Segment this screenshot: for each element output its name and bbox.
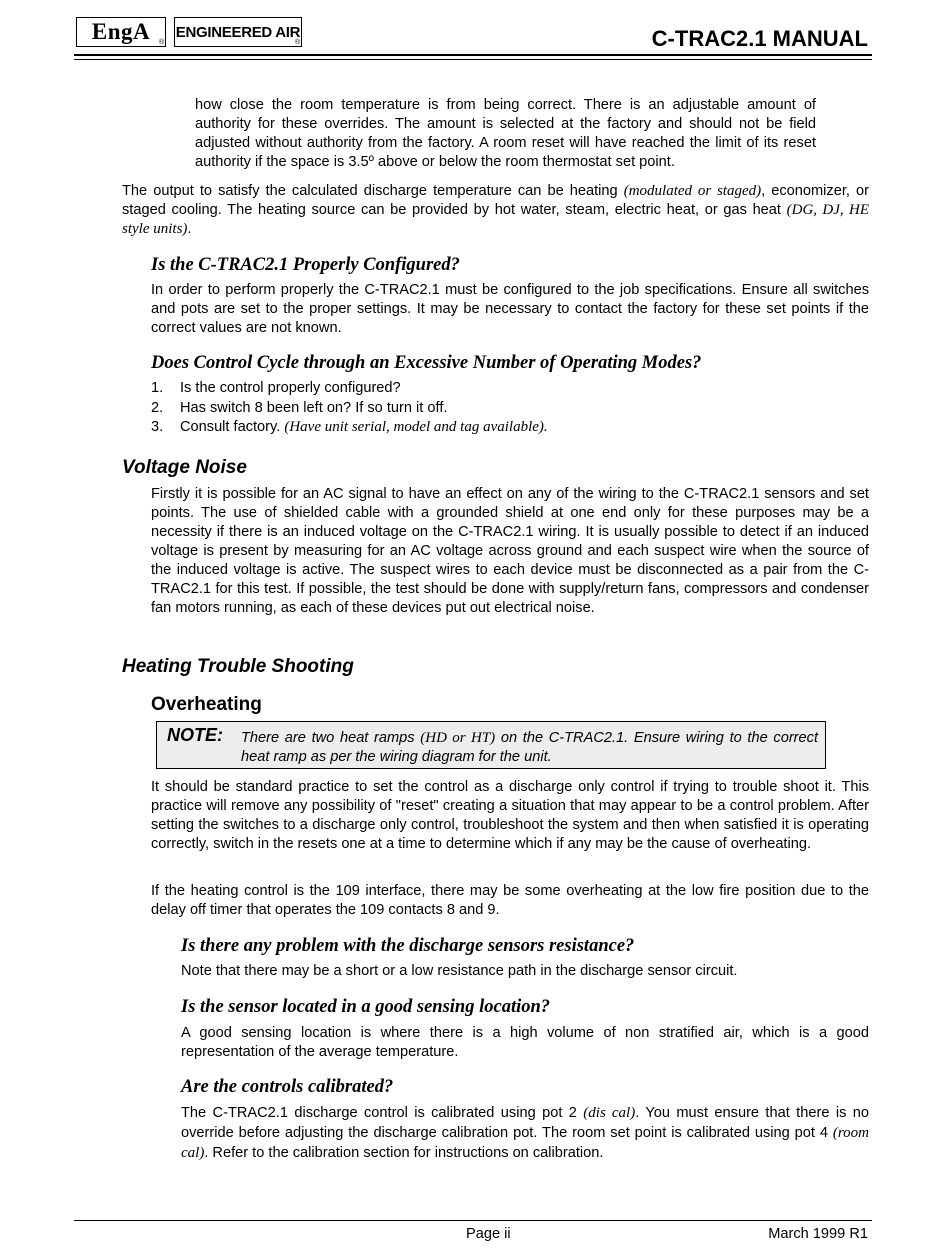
- overheating-heading: Overheating: [151, 694, 262, 715]
- calibrated-paragraph: The C-TRAC2.1 discharge control is calibrated using pot 2 (dis cal). You must ensure that there is no override before adjusting the discharge calibration pot. The room set point is calibrated using pot 4 (room cal). Refer to the calibration section for instructions on calibration.: [181, 1105, 869, 1161]
- logo-name: ENGINEERED AIR: [175, 23, 301, 41]
- sensors-heading: Is there any problem with the discharge sensors resistance?: [181, 936, 635, 956]
- configured-paragraph: In order to perform properly the C-TRAC2.1 must be configured to the job specifications. Ensure all switches and pots are set to the proper settings. It may be necessary to contact the factory for these set points if the correct values are not known.: [151, 282, 869, 336]
- note-label: NOTE:: [167, 725, 223, 745]
- calibrated-heading: Are the controls calibrated?: [181, 1077, 394, 1097]
- list-item: 2. Has switch 8 been left on? If so turn it off.: [151, 399, 448, 416]
- overheating-paragraph: It should be standard practice to set the control as a discharge only control if trying to trouble shoot it. This practice will remove any possibility of "reset" creating a situation that may appear to be a control problem. After setting the switches to a discharge only control, troubleshoot the system and then when satisfied it is operating correctly, switch in the resets one at a time to determine which if any may be the cause of overheating.: [151, 779, 869, 852]
- registered-mark: ®: [159, 39, 165, 46]
- location-paragraph: A good sensing location is where there is a high volume of non stratified air, which is a good representation of the average temperature.: [181, 1025, 869, 1060]
- modes-heading: Does Control Cycle through an Excessive Number of Operating Modes?: [151, 353, 702, 373]
- interface-paragraph: If the heating control is the 109 interface, there may be some overheating at the low fire position due to the delay off timer that operates the 109 contacts 8 and 9.: [151, 883, 869, 918]
- logo-mark: EngA: [91, 19, 151, 44]
- location-heading: Is the sensor located in a good sensing location?: [181, 997, 551, 1017]
- intro-paragraph: how close the room temperature is from being correct. There is an adjustable amount of authority for these overrides. The amount is selected at the factory and should not be field adjusted without authority from the factory. A room reset will have reached the limit of its reset authority if the space is 3.5º above or below the room thermostat set point.: [195, 97, 816, 170]
- sensors-paragraph: Note that there may be a short or a low resistance path in the discharge sensor circuit.: [181, 963, 738, 979]
- list-item: 3. Consult factory. (Have unit serial, model and tag available).: [151, 419, 548, 435]
- manual-title: C-TRAC2.1 MANUAL: [651, 26, 868, 51]
- header-rule-thin: [74, 59, 872, 60]
- output-paragraph: The output to satisfy the calculated discharge temperature can be heating (modulated or staged), economizer, or staged cooling. The heating source can be provided by hot water, steam, electric heat, or gas heat (DG, DJ, HE style units).: [122, 183, 869, 237]
- voltage-paragraph: Firstly it is possible for an AC signal to have an effect on any of the wiring to the C-TRAC2.1 sensors and set points. The use of shielded cable with a grounded shield at one end only for these purposes may be a necessity if there is an induced voltage on the C-TRAC2.1 wiring. It is usually possible to detect if an induced voltage is present by measuring for an AC voltage across ground and each suspect wire when the source of the induced voltage is active. The suspect wires to each device must be disconnected as a pair from the C-TRAC2.1 for this test. If possible, the test should be done with supply/return fans, compressors and condenser fan motors running, as each of these devices put out electrical noise.: [151, 486, 869, 616]
- note-box: [156, 721, 826, 769]
- heating-heading: Heating Trouble Shooting: [122, 656, 354, 677]
- footer-rule: [74, 1220, 872, 1221]
- registered-mark: ®: [295, 39, 301, 46]
- enga-logo: [76, 17, 166, 47]
- configured-heading: Is the C-TRAC2.1 Properly Configured?: [151, 255, 460, 275]
- list-item: 1. Is the control properly configured?: [151, 380, 401, 396]
- voltage-heading: Voltage Noise: [122, 457, 247, 478]
- revision-date: March 1999 R1: [768, 1226, 868, 1242]
- engineered-air-logo: [174, 17, 302, 47]
- page-number: Page ii: [466, 1226, 511, 1242]
- modes-list: [151, 379, 869, 438]
- header-rule: [74, 54, 872, 56]
- note-text: There are two heat ramps (HD or HT) on the C-TRAC2.1. Ensure wiring to the correct heat ramp as per the wiring diagram for the unit.: [241, 730, 819, 765]
